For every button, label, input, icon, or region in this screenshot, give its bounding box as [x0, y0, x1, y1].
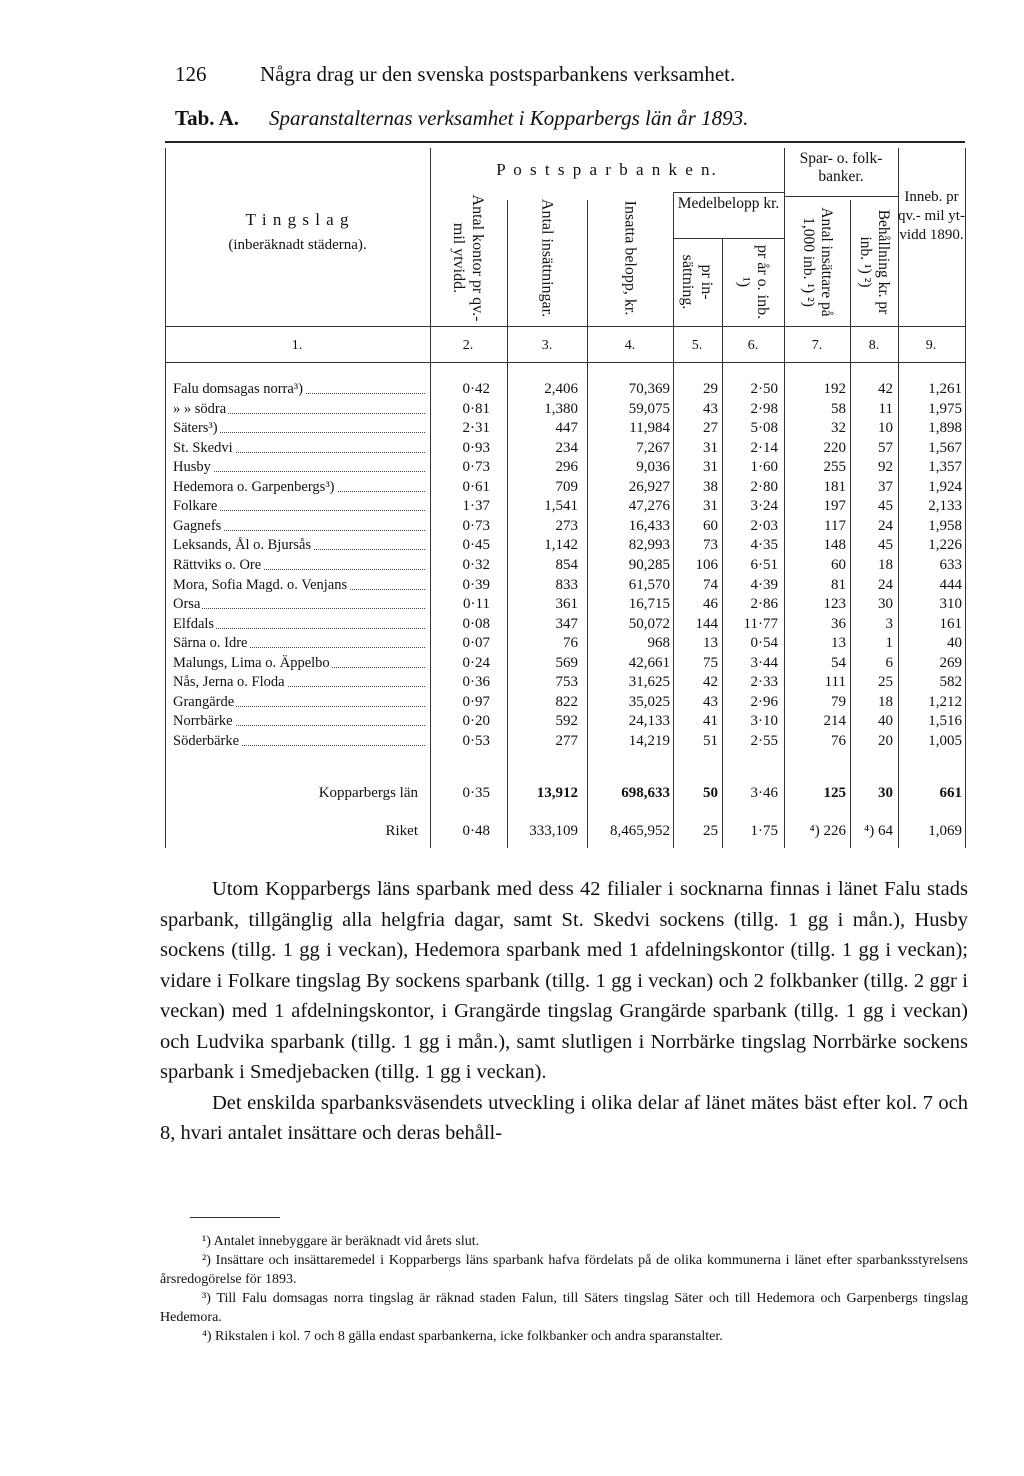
cell-c7: 36: [831, 615, 846, 632]
row-name-label: Hedemora o. Garpenbergs³): [173, 478, 335, 495]
cell-c7: 197: [823, 498, 846, 515]
cell-c8: 24: [878, 576, 893, 593]
cell-c4: 82,993: [628, 537, 670, 554]
cell-c8: 45: [878, 537, 893, 554]
footnote-2: ²) Insättare och insättaremedel i Kopparbergs läns sparbank hafva fördelats på de olika kommunerna i länet efter sparbanksstyrelsens årsredogörelse för 1893.: [160, 1253, 968, 1287]
summary-cell-c6: 1·75: [750, 823, 778, 839]
cell-c8: 1: [885, 635, 893, 652]
cell-c8: 42: [878, 381, 893, 397]
cell-c8: 25: [878, 674, 893, 691]
cell-c8: 30: [878, 596, 893, 613]
footnotes: [160, 1232, 968, 1346]
summary-name: Kopparbergs län: [318, 785, 418, 801]
cell-c3: 569: [555, 654, 578, 671]
cell-c9: 1,924: [928, 478, 962, 495]
cell-c4: 50,072: [628, 615, 670, 632]
row-name-label: Säters³): [173, 420, 218, 437]
header-medelbelopp: Medelbelopp kr.: [677, 195, 780, 212]
row-name-label: Husby: [173, 459, 211, 476]
cell-c3: 854: [555, 556, 578, 573]
cell-c4: 16,433: [628, 517, 670, 534]
cell-c5: 60: [703, 517, 718, 534]
cell-c6: 3·10: [750, 713, 778, 730]
summary-cell-c9: 661: [939, 785, 962, 801]
cell-c2: 0·73: [462, 517, 490, 534]
row-name: [173, 401, 425, 418]
cell-c2: 0·42: [462, 381, 490, 397]
header-col2: Antal kontor pr qv.-mil ytvidd.: [450, 194, 486, 322]
row-name-label: » » södra: [173, 400, 227, 417]
cell-c2: 0·07: [462, 635, 490, 652]
cell-c6: 5·08: [750, 420, 778, 437]
cell-c7: 58: [831, 400, 846, 417]
page-header: [175, 62, 735, 87]
cell-c5: 43: [703, 400, 718, 417]
cell-c2: 0·32: [462, 556, 490, 573]
cell-c8: 92: [878, 459, 893, 476]
row-name: [173, 596, 425, 613]
row-name: [173, 733, 425, 750]
cell-c9: 1,357: [928, 459, 962, 476]
cell-c4: 59,075: [628, 400, 670, 417]
row-name: [173, 655, 425, 672]
cell-c6: 0·54: [750, 635, 778, 652]
summary-cell-c7: 125: [823, 785, 846, 801]
footnote-rule: [190, 1217, 280, 1218]
row-name-label: Nås, Jerna o. Floda: [173, 674, 285, 691]
cell-c2: 0·61: [462, 478, 490, 495]
table-name: Sparanstalternas verksamhet i Kopparbergs län år 1893.: [269, 106, 749, 130]
cell-c8: 18: [878, 556, 893, 573]
row-name: [173, 518, 425, 535]
page-number: 126: [175, 62, 207, 86]
row-name: [173, 440, 425, 457]
cell-c3: 2,406: [544, 381, 578, 397]
paragraph-2: Det enskilda sparbanksväsendets utveckling i olika delar af länet mätes bäst efter kol. 7 och 8, hvari antalet insättare och deras behåll-: [160, 1091, 968, 1144]
cell-c9: 269: [939, 654, 962, 671]
table-top-rule: [165, 141, 965, 143]
cell-c4: 42,661: [628, 654, 670, 671]
cell-c3: 296: [555, 459, 578, 476]
cell-c2: 2·31: [462, 420, 490, 437]
cell-c5: 43: [703, 693, 718, 710]
cell-c4: 24,133: [628, 713, 670, 730]
cell-c4: 7,267: [636, 439, 670, 456]
cell-c6: 2·96: [750, 693, 778, 710]
cell-c3: 1,380: [544, 400, 578, 417]
header-col7: Antal insättare på 1,000 inb. ¹) ²): [800, 207, 835, 317]
cell-c7: 255: [823, 459, 846, 476]
table-title: [175, 106, 748, 131]
cell-c3: 277: [555, 732, 578, 749]
cell-c9: 1,226: [928, 537, 962, 554]
footnote-3: ³) Till Falu domsagas norra tingslag är räknad staden Falun, till Säters tingslag Säter och till Hedemora och Garpenbergs tingslag Hedemora.: [160, 1291, 968, 1325]
running-title: Några drag ur den svenska postsparbankens verksamhet.: [260, 62, 736, 86]
row-name: [173, 498, 425, 515]
cell-c6: 2·50: [750, 381, 778, 397]
cell-c9: 1,005: [928, 732, 962, 749]
cell-c7: 111: [824, 674, 846, 691]
cell-c4: 16,715: [628, 596, 670, 613]
cell-c7: 148: [823, 537, 846, 554]
cell-c9: 1,958: [928, 517, 962, 534]
cell-c3: 347: [555, 615, 578, 632]
row-name-label: Rättviks o. Ore: [173, 556, 262, 573]
cell-c6: 2·14: [750, 439, 778, 456]
cell-c3: 753: [555, 674, 578, 691]
row-name-label: Gagnefs: [173, 517, 222, 534]
cell-c2: 0·36: [462, 674, 490, 691]
cell-c4: 90,285: [628, 556, 670, 573]
cell-c6: 2·86: [750, 596, 778, 613]
row-name: [173, 635, 425, 652]
cell-c4: 47,276: [628, 498, 670, 515]
row-name-label: Orsa: [173, 596, 201, 613]
cell-c3: 833: [555, 576, 578, 593]
cell-c7: 192: [823, 381, 846, 397]
cell-c3: 234: [555, 439, 578, 456]
cell-c7: 181: [823, 478, 846, 495]
row-name-label: Norrbärke: [173, 713, 233, 730]
cell-c9: 310: [939, 596, 962, 613]
row-name-label: Mora, Sofia Magd. o. Venjans: [173, 576, 348, 593]
summary-cell-c4: 698,633: [621, 785, 670, 801]
row-name: [173, 674, 425, 691]
cell-c5: 75: [703, 654, 718, 671]
cell-c2: 0·53: [462, 732, 490, 749]
cell-c9: 1,567: [928, 439, 962, 456]
row-name: [173, 479, 425, 496]
header-col5: pr in- sättning.: [679, 254, 715, 310]
cell-c7: 81: [831, 576, 846, 593]
cell-c7: 32: [831, 420, 846, 437]
cell-c5: 31: [703, 439, 718, 456]
cell-c5: 106: [695, 556, 718, 573]
cell-c8: 57: [878, 439, 893, 456]
cell-c6: 4·39: [750, 576, 778, 593]
header-postsparbanken: P o s t s p a r b a n k e n.: [496, 160, 718, 179]
cell-c7: 123: [823, 596, 846, 613]
cell-c6: 11·77: [743, 615, 778, 632]
row-name-label: Söderbärke: [173, 732, 240, 749]
cell-c7: 54: [831, 654, 846, 671]
cell-c9: 2,133: [928, 498, 962, 515]
row-name-label: Leksands, Ål o. Bjursås: [173, 537, 312, 554]
cell-c2: 0·08: [462, 615, 490, 632]
summary-cell-c2: 0·48: [462, 823, 490, 839]
summary-cell-c8: ⁴) 64: [864, 823, 893, 839]
cell-c7: 117: [824, 517, 846, 534]
row-name-label: St. Skedvi: [173, 439, 233, 456]
cell-c3: 76: [563, 635, 578, 652]
footnote-4: ⁴) Rikstalen i kol. 7 och 8 gälla endast sparbankerna, icke folkbanker och andra sparanstalter.: [202, 1329, 723, 1344]
cell-c8: 3: [885, 615, 893, 632]
cell-c3: 822: [555, 693, 578, 710]
row-name-label: Elfdals: [173, 615, 215, 632]
cell-c6: 2·33: [750, 674, 778, 691]
cell-c5: 46: [703, 596, 718, 613]
cell-c9: 633: [939, 556, 962, 573]
row-name-label: Malungs, Lima o. Äppelbo: [173, 654, 330, 671]
cell-c3: 592: [555, 713, 578, 730]
cell-c4: 35,025: [628, 693, 670, 710]
cell-c6: 4·35: [750, 537, 778, 554]
cell-c2: 0·39: [462, 576, 490, 593]
cell-c9: 1,516: [928, 713, 962, 730]
cell-c7: 13: [831, 635, 846, 652]
summary-cell-c7: ⁴) 226: [809, 823, 846, 839]
cell-c4: 31,625: [628, 674, 670, 691]
footnote-1: ¹) Antalet innebyggare är beräknadt vid årets slut.: [202, 1234, 480, 1249]
cell-c8: 40: [878, 713, 893, 730]
row-name: [173, 459, 425, 476]
cell-c8: 45: [878, 498, 893, 515]
cell-c4: 9,036: [636, 459, 670, 476]
cell-c6: 2·80: [750, 478, 778, 495]
cell-c9: 1,261: [928, 381, 962, 397]
header-spar-folkbanker: Spar- o. folk- banker.: [799, 150, 883, 185]
cell-c6: 2·55: [750, 732, 778, 749]
cell-c6: 2·98: [750, 400, 778, 417]
cell-c5: 31: [703, 498, 718, 515]
summary-cell-c4: 8,465,952: [610, 823, 670, 839]
cell-c4: 61,570: [628, 576, 670, 593]
cell-c3: 361: [555, 596, 578, 613]
summary-cell-c5: 25: [703, 823, 718, 839]
cell-c2: 0·20: [462, 713, 490, 730]
row-name-label: Grangärde: [173, 693, 235, 710]
cell-c5: 51: [703, 732, 718, 749]
cell-c9: 1,212: [928, 693, 962, 710]
summary-name: Riket: [385, 823, 418, 839]
header-col4: Insatta belopp, kr.: [621, 200, 639, 316]
row-name-label: Falu domsagas norra³): [173, 381, 303, 397]
cell-c8: 18: [878, 693, 893, 710]
cell-c4: 968: [647, 635, 670, 652]
cell-c2: 0·81: [462, 400, 490, 417]
cell-c9: 1,898: [928, 420, 962, 437]
header-tingslag: T i n g s l a g: [245, 210, 350, 229]
header-inneb: Inneb. pr qv.- mil yt- vidd 1890.: [898, 189, 965, 243]
cell-c3: 1,142: [544, 537, 578, 554]
cell-c2: 0·24: [462, 654, 490, 671]
cell-c2: 0·97: [462, 693, 490, 710]
cell-c7: 214: [823, 713, 846, 730]
cell-c5: 13: [703, 635, 718, 652]
row-name: [173, 537, 425, 554]
row-name: [173, 694, 425, 711]
cell-c8: 37: [878, 478, 893, 495]
cell-c5: 38: [703, 478, 718, 495]
summary-cell-c3: 333,109: [529, 823, 578, 839]
cell-c2: 1·37: [462, 498, 490, 515]
cell-c7: 79: [831, 693, 846, 710]
cell-c8: 20: [878, 732, 893, 749]
row-name: [173, 557, 425, 574]
cell-c5: 27: [703, 420, 718, 437]
cell-c6: 1·60: [750, 459, 778, 476]
cell-c3: 1,541: [544, 498, 578, 515]
row-name: [173, 616, 425, 633]
row-name-label: Folkare: [173, 498, 218, 515]
cell-c6: 6·51: [750, 556, 778, 573]
header-tingslag-sub: (inberäknadt städerna).: [228, 237, 367, 253]
cell-c2: 0·11: [463, 596, 490, 613]
row-name: [173, 577, 425, 594]
header-col3: Antal insättningar.: [538, 198, 556, 318]
cell-c5: 29: [703, 381, 718, 397]
cell-c2: 0·73: [462, 459, 490, 476]
cell-c4: 70,369: [628, 381, 670, 397]
summary-cell-c8: 30: [878, 785, 893, 801]
cell-c5: 73: [703, 537, 718, 554]
paragraph-1: Utom Kopparbergs läns sparbank med dess 42 filialer i socknarna finnas i länet Falu stads sparbank, tillgänglig alla helgfria dagar, samt St. Skedvi sockens (tillg. 1 gg i mån.), Husby sockens (tillg. 1 gg i veckan), Hedemora sparbank med 1 afdelningskontor (tillg. 1 gg i veckan); vidare i Folkare tingslag By sockens sparbank (tillg. 1 gg i veckan) och 2 folkbanker (tillg. 2 ggr i veckan) med 1 afdelningskontor, i Grangärde tingslag Grangärde sparbank (tillg. 1 gg i veckan) och Ludvika sparbank (tillg. 1 gg i mån.), samt slutligen i Norrbärke tingslag Norrbärke sockens sparbank i Smedjebacken (tillg. 1 gg i veckan).: [160, 878, 968, 1083]
cell-c6: 3·44: [750, 654, 778, 671]
summary-cell-c3: 13,912: [536, 785, 578, 801]
cell-c9: 1,975: [928, 400, 962, 417]
row-name: [173, 420, 425, 437]
cell-c9: 161: [939, 615, 962, 632]
cell-c9: 444: [939, 576, 962, 593]
cell-c9: 40: [947, 635, 962, 652]
cell-c6: 3·24: [750, 498, 778, 515]
summary-cell-c2: 0·35: [462, 785, 490, 801]
cell-c3: 447: [555, 420, 578, 437]
row-name: [173, 713, 425, 730]
cell-c7: 76: [831, 732, 846, 749]
cell-c5: 74: [703, 576, 718, 593]
cell-c4: 26,927: [628, 478, 670, 495]
header-col6: pr år o. inb. ¹): [735, 244, 771, 320]
cell-c3: 273: [555, 517, 578, 534]
cell-c8: 24: [878, 517, 893, 534]
row-name-label: Särna o. Idre: [173, 635, 248, 652]
cell-c4: 11,984: [629, 420, 670, 437]
body-text: [160, 874, 968, 1149]
cell-c4: 14,219: [628, 732, 670, 749]
cell-c2: 0·93: [462, 439, 490, 456]
header-col8: Behållning kr. pr inb. ¹) ²): [857, 209, 892, 315]
table-label: Tab. A.: [175, 106, 240, 130]
summary-cell-c9: 1,069: [928, 823, 962, 839]
cell-c7: 220: [823, 439, 846, 456]
cell-c8: 11: [878, 400, 893, 417]
cell-c2: 0·45: [462, 537, 490, 554]
cell-c5: 42: [703, 674, 718, 691]
cell-c5: 144: [695, 615, 718, 632]
cell-c5: 41: [703, 713, 718, 730]
summary-cell-c5: 50: [703, 785, 718, 801]
cell-c3: 709: [555, 478, 578, 495]
summary-cell-c6: 3·46: [750, 785, 778, 801]
cell-c7: 60: [831, 556, 846, 573]
row-name: [173, 381, 425, 398]
cell-c5: 31: [703, 459, 718, 476]
cell-c8: 10: [878, 420, 893, 437]
cell-c8: 6: [885, 654, 893, 671]
cell-c6: 2·03: [750, 517, 778, 534]
cell-c9: 582: [939, 674, 962, 691]
